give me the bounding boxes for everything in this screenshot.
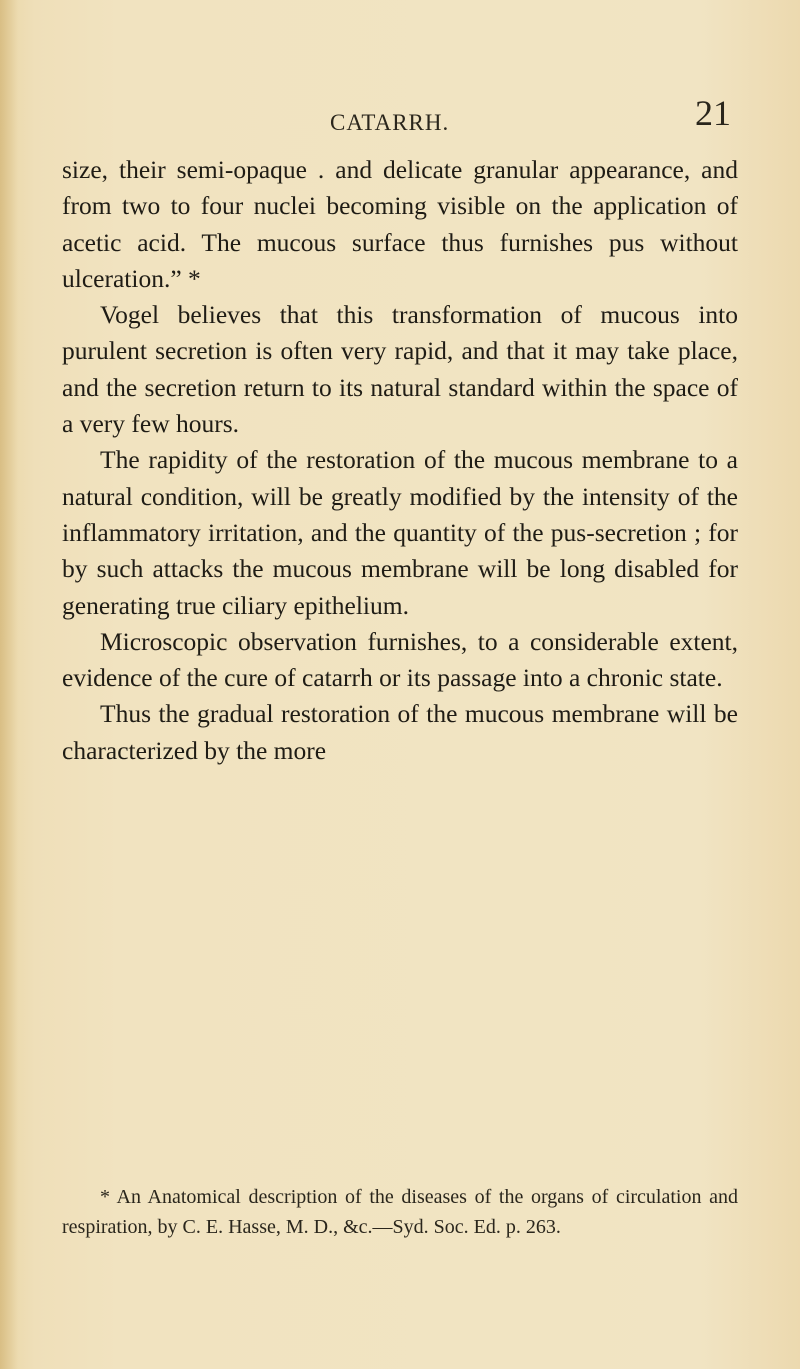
page-spine-shadow [0, 0, 18, 1369]
paragraph-vogel: Vogel believes that this transformation of mucous into purulent secretion is often very rapid, and that it may take place, and the secretion return to its natural standard within the space of a very few hours. [62, 300, 738, 439]
paragraph-restoration-rapidity: The rapidity of the restoration of the mucous membrane to a natural condition, will be greatly modified by the intensity of the inflammatory irritation, and the quantity of the pus-secretion ; for by such attacks the mucous membrane will be long disabled for generating true ciliary epithelium. [62, 445, 738, 620]
paragraph-gradual-restoration: Thus the gradual restoration of the mucous membrane will be characterized by the more [62, 699, 738, 765]
footnote [62, 1182, 738, 1242]
page-number: 21 [695, 93, 731, 133]
paragraph-microscopic-observation: Microscopic observation furnishes, to a considerable extent, evidence of the cure of catarrh or its passage into a chronic state. [62, 626, 738, 693]
footnote-text: * An Anatomical description of the diseases of the organs of circulation and respiration, by C. E. Hasse, M. D., &c.—Syd. Soc. Ed. p. 263. [62, 1186, 738, 1238]
main-text [62, 152, 738, 769]
paragraph-continued: size, their semi-opaque . and delicate granular appearance, and from two to four nuclei becoming visible on the application of acetic acid. The mucous surface thus furnishes pus without ulceration.” * [62, 155, 738, 293]
running-title: CATARRH. [330, 110, 450, 135]
